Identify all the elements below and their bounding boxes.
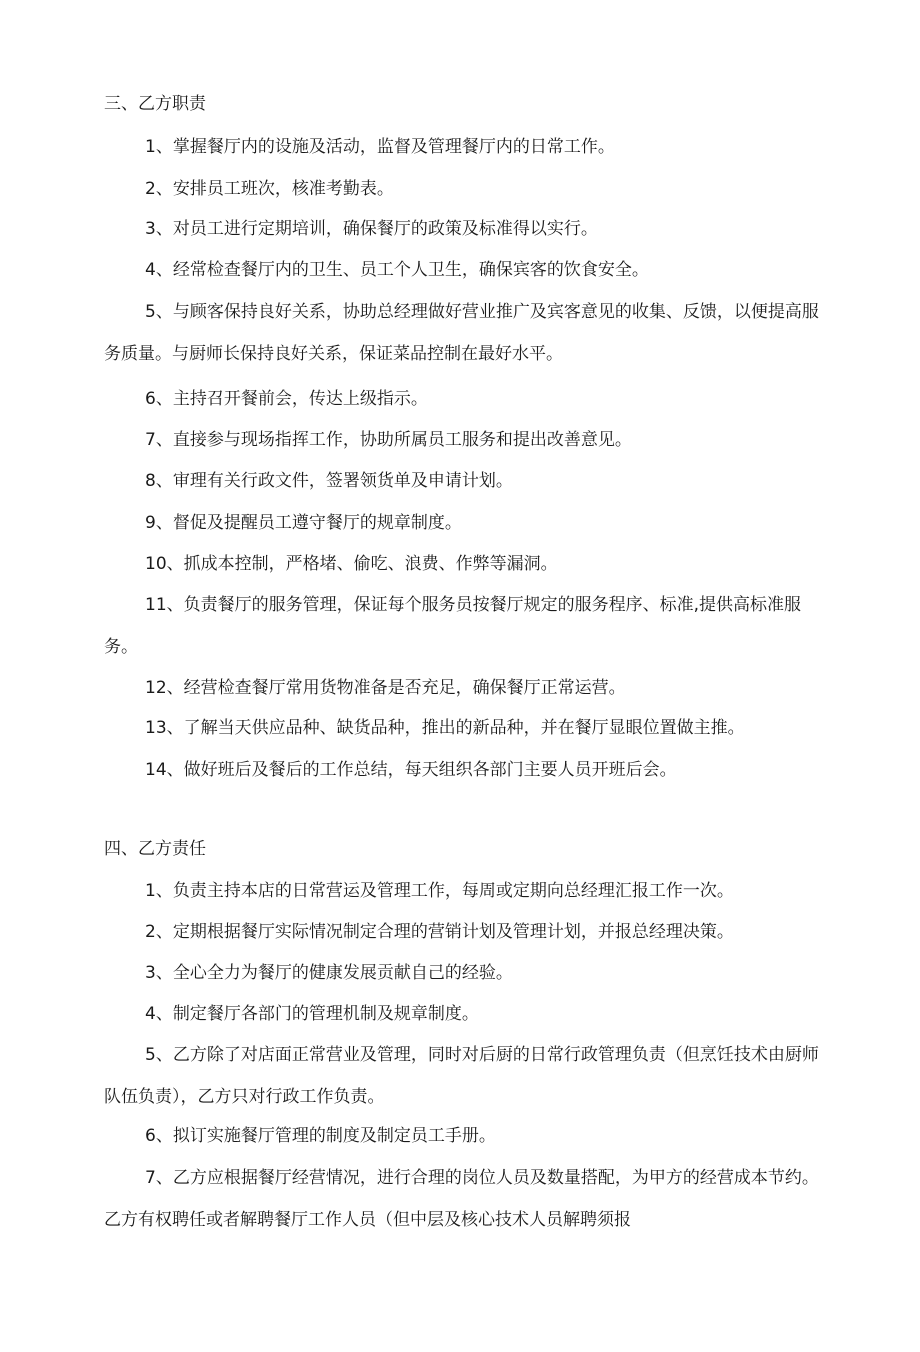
section-4-item-4: 4、制定餐厅各部门的管理机制及规章制度。: [145, 1004, 479, 1024]
section-3-item-12: 12、经营检查餐厅常用货物准备是否充足，确保餐厅正常运营。: [145, 678, 626, 698]
section-3-item-2: 2、安排员工班次，核准考勤表。: [145, 179, 394, 199]
section-3-item-1: 1、掌握餐厅内的设施及活动，监督及管理餐厅内的日常工作。: [145, 137, 615, 157]
section-3-item-5: 5、与顾客保持良好关系，协助总经理做好营业推广及宾客意见的收集、反馈，以便提高服务质量。与厨师长保持良好关系，保证菜品控制在最好水平。: [104, 302, 819, 364]
section-3-item-6: 6、主持召开餐前会，传达上级指示。: [145, 389, 428, 409]
section-4-item-6: 6、拟订实施餐厅管理的制度及制定员工手册。: [145, 1126, 496, 1146]
section-3-item-7: 7、直接参与现场指挥工作，协助所属员工服务和提出改善意见。: [145, 430, 632, 450]
section-4-item-3: 3、全心全力为餐厅的健康发展贡献自己的经验。: [145, 963, 513, 983]
section-3-item-8: 8、审理有关行政文件，签署领货单及申请计划。: [145, 471, 513, 491]
section-3-item-3: 3、对员工进行定期培训，确保餐厅的政策及标准得以实行。: [145, 219, 598, 239]
section-3-item-13: 13、了解当天供应品种、缺货品种，推出的新品种，并在餐厅显眼位置做主推。: [145, 718, 745, 738]
section-4-item-1: 1、负责主持本店的日常营运及管理工作，每周或定期向总经理汇报工作一次。: [145, 881, 734, 901]
section-4-title: 四、乙方责任: [104, 839, 206, 859]
section-4-item-7: 7、乙方应根据餐厅经营情况，进行合理的岗位人员及数量搭配，为甲方的经营成本节约。乙方有权聘任或者解聘餐厅工作人员（但中层及核心技术人员解聘须报: [104, 1168, 819, 1230]
section-4-item-2: 2、定期根据餐厅实际情况制定合理的营销计划及管理计划，并报总经理决策。: [145, 922, 734, 942]
section-3-item-4: 4、经常检查餐厅内的卫生、员工个人卫生，确保宾客的饮食安全。: [145, 260, 649, 280]
section-3-item-9: 9、督促及提醒员工遵守餐厅的规章制度。: [145, 513, 462, 533]
section-4-item-5: 5、乙方除了对店面正常营业及管理，同时对后厨的日常行政管理负责（但烹饪技术由厨师队伍负责），乙方只对行政工作负责。: [104, 1045, 819, 1107]
section-3-title: 三、乙方职责: [104, 94, 206, 114]
section-3-item-14: 14、做好班后及餐后的工作总结，每天组织各部门主要人员开班后会。: [145, 760, 677, 780]
section-3-item-10: 10、抓成本控制，严格堵、偷吃、浪费、作弊等漏洞。: [145, 554, 558, 574]
section-3-item-11: 11、负责餐厅的服务管理，保证每个服务员按餐厅规定的服务程序、标准,提供高标准服务。: [104, 595, 802, 657]
